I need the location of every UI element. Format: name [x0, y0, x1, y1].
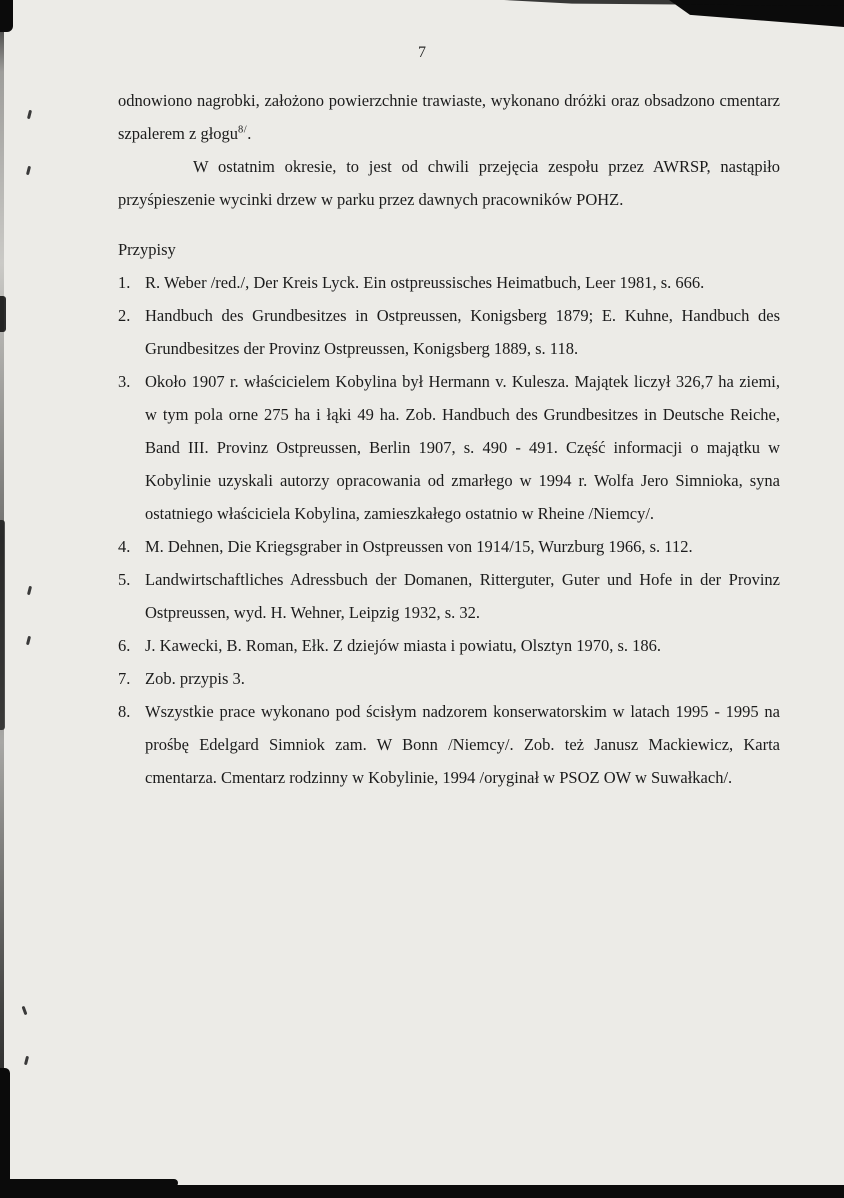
scan-mark — [26, 636, 31, 645]
footnote-number: 2. — [118, 306, 131, 325]
scan-mark — [27, 110, 32, 119]
footnote-item — [118, 662, 780, 695]
footnote-text: Landwirtschaftliches Adressbuch der Domanen, Ritterguter, Guter und Hofe in der Provinz Ostpreussen, wyd. H. Wehner, Leipzig 1932, s. 32. — [145, 570, 780, 622]
footnote-text: J. Kawecki, B. Roman, Ełk. Z dziejów miasta i powiatu, Olsztyn 1970, s. 186. — [145, 636, 662, 655]
footnote-item — [118, 299, 780, 365]
scan-artifact-left-mid — [0, 296, 6, 332]
scan-artifact-bottom-left-strip — [0, 1179, 178, 1187]
footnote-text: M. Dehnen, Die Kriegsgraber in Ostpreussen von 1914/15, Wurzburg 1966, s. 112. — [145, 537, 693, 556]
scan-artifact-top-right-line — [504, 0, 844, 6]
footnotes-list — [118, 266, 780, 794]
footnote-item — [118, 365, 780, 530]
scan-artifact-left-low — [0, 520, 5, 730]
paragraph-2: W ostatnim okresie, to jest od chwili przejęcia zespołu przez AWRSP, nastąpiło przyśpieszenie wycinki drzew w parku przez dawnych pracowników POHZ. — [118, 157, 780, 209]
footnote-item — [118, 266, 780, 299]
footnote-number: 5. — [118, 570, 131, 589]
footnote-number: 3. — [118, 372, 131, 391]
footnote-number: 7. — [118, 669, 131, 688]
page-content — [118, 84, 780, 794]
page-number: 7 — [418, 44, 426, 61]
footnote-number: 4. — [118, 537, 131, 556]
footnote-text: Wszystkie prace wykonano pod ścisłym nadzorem konserwatorskim w latach 1995 - 1995 na prośbę Edelgard Simniok zam. W Bonn /Niemcy/. Zob. też Janusz Mackiewicz, Karta cmentarza. Cmentarz rodzinny w Kobylinie, 1994 /oryginał w PSOZ OW w Suwałkach/. — [145, 702, 780, 787]
paragraph-1 — [118, 84, 780, 150]
footnote-item — [118, 563, 780, 629]
footnote-text: R. Weber /red./, Der Kreis Lyck. Ein ostpreussisches Heimatbuch, Leer 1981, s. 666. — [145, 273, 705, 292]
footnote-number: 6. — [118, 636, 131, 655]
footnotes-heading: Przypisy — [118, 240, 176, 259]
scan-mark — [26, 166, 31, 175]
footnote-item — [118, 530, 780, 563]
paragraph-1-period: . — [247, 124, 252, 143]
footnote-reference-8: 8/ — [238, 124, 248, 136]
footnote-number: 8. — [118, 702, 131, 721]
footnote-text: Zob. przypis 3. — [145, 669, 245, 688]
footnote-item — [118, 695, 780, 794]
footnote-text: Handbuch des Grundbesitzes in Ostpreussen, Konigsberg 1879; E. Kuhne, Handbuch des Grundbesitzes der Provinz Ostpreussen, Konigsberg 1889, s. 118. — [145, 306, 780, 358]
scan-artifact-top-left — [0, 0, 13, 32]
footnote-item — [118, 629, 780, 662]
scan-mark — [24, 1056, 29, 1065]
scan-mark — [22, 1006, 28, 1015]
footnote-number: 1. — [118, 273, 131, 292]
scan-mark — [27, 586, 32, 595]
paragraph-1-text: odnowiono nagrobki, założono powierzchnie trawiaste, wykonano dróżki oraz obsadzono cmentarz szpalerem z głogu — [118, 91, 780, 143]
footnote-text: Około 1907 r. właścicielem Kobylina był Hermann v. Kulesza. Majątek liczył 326,7 ha ziemi, w tym pola orne 275 ha i łąki 49 ha. Zob. Handbuch des Grundbesitzes in Deutsche Reiche, Band III. Provinz Ostpreussen, Berlin 1907, s. 490 - 491. Część informacji o majątku w Kobylinie uzyskali autorzy opracowania od zmarłego w 1994 r. Wolfa Jero Simnioka, syna ostatniego właściciela Kobylina, zamieszkałego ostatnio w Rheine /Niemcy/. — [145, 372, 780, 523]
